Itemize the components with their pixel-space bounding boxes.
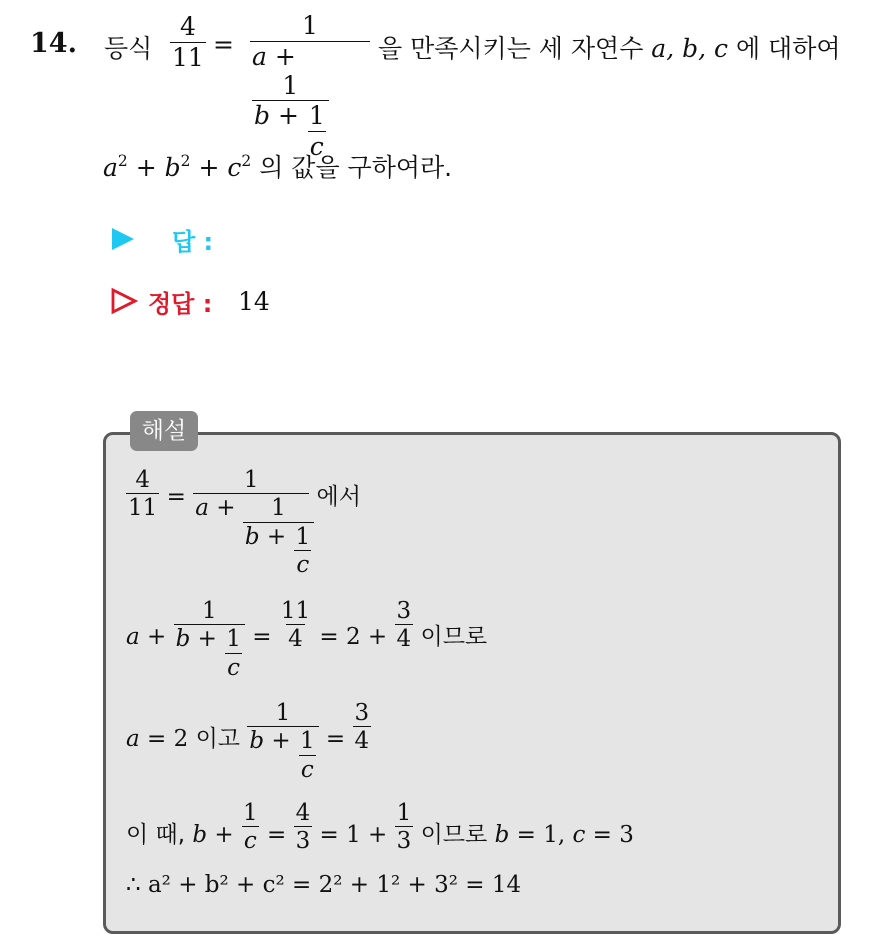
solution-line-5: ∴ a² + b² + c² = 2² + 1² + 3² = 14 bbox=[126, 872, 522, 898]
outline-arrow-icon bbox=[110, 287, 138, 315]
continued-fraction: 1 a + 1 b + $\frac{1}{c}$ bbox=[250, 12, 370, 162]
correct-answer-value: 14 bbox=[238, 287, 270, 316]
question-number: 14. bbox=[30, 28, 77, 59]
play-arrow-icon bbox=[110, 226, 136, 252]
solution-line-2: a + 1 b + $\frac{1}{c}$ = $\frac{11}{4}$ = 2 + $\frac{3}{4}$ 이므로 bbox=[126, 598, 488, 681]
solution-line-4: 이 때, b + $\frac{1}{c}$ = $\frac{4}{3}$ = 1 + $\frac{1}{3}$ 이므로 b = 1, c = 3 bbox=[126, 800, 634, 855]
equals-sign: = bbox=[213, 30, 234, 59]
correct-answer-label: 정답 : bbox=[148, 290, 213, 318]
question-text-condition: 을 만족시키는 세 자연수 a, b, c 에 대하여 bbox=[378, 34, 841, 63]
variables: a, b, c bbox=[651, 34, 728, 63]
solution-line-3: a = 2 이고 1 b + $\frac{1}{c}$ = $\frac{3}{4}$ bbox=[126, 700, 370, 783]
solution-tab: 해설 bbox=[130, 411, 198, 451]
answer-label: 답 : bbox=[172, 228, 214, 256]
question-ask: $a^2 + b^2 + c^2$ 의 값을 구하여라. bbox=[103, 151, 453, 182]
solution-line-1: $\frac{4}{11}$ = 1 a + 1 b + $\frac{1}{c}$ 에서 bbox=[128, 467, 361, 579]
fraction-4-11: $\frac{4}{11}$ bbox=[172, 12, 204, 72]
question-intro: 등식 bbox=[104, 34, 153, 63]
